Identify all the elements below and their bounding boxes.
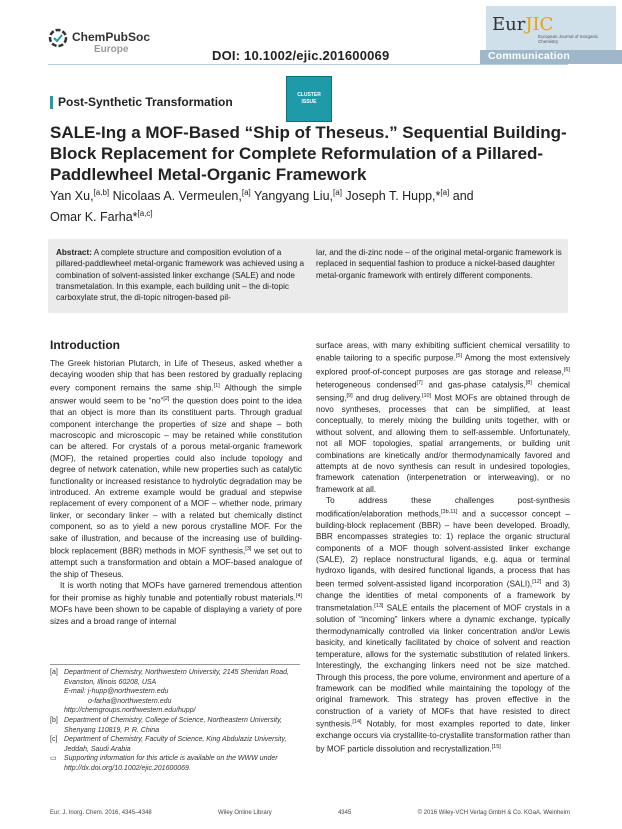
badge-line1: CLUSTER: [297, 92, 321, 98]
section-marker: [50, 96, 53, 109]
footer-citation: Eur. J. Inorg. Chem. 2016, 4345–4348: [50, 810, 152, 816]
footnote[interactable]: http://chemgroups.northwestern.edu/hupp/: [64, 707, 196, 715]
abstract-right: lar, and the di-zinc node – of the original metal-organic framework is replaced in sequential fashion to produce a nickel-based daughter metal-organic framework with entirely different components.: [316, 248, 562, 280]
article-title: SALE-Ing a MOF-Based “Ship of Theseus.” Sequential Building-Block Replacement for Complete Reformulation of a Pillared-Paddlewheel Metal-Organic Framework: [50, 123, 567, 184]
footnote: [c] Department of Chemistry, Faculty of Science, King Abdulaziz University, Jeddah, Saudi Arabia: [50, 736, 287, 753]
footnote[interactable]: ▭ Supporting information for this article is available on the WWW under http://dx.doi.org/10.1002/ejic.201600069.: [50, 755, 278, 772]
publisher-name: ChemPubSoc: [72, 30, 151, 44]
footnote: [a] Department of Chemistry, Northwestern University, 2145 Sheridan Road, Evanston, Illinois 60208, USA: [50, 669, 290, 686]
cluster-issue-badge: [286, 76, 332, 122]
footer-copyright: © 2016 Wiley-VCH Verlag GmbH & Co. KGaA, Weinheim: [417, 810, 570, 816]
footnote[interactable]: o-farha@northwestern.edu: [88, 697, 172, 705]
intro-heading: Introduction: [50, 338, 120, 352]
doi[interactable]: DOI: 10.1002/ejic.201600069: [212, 48, 390, 63]
author-list: Yan Xu,[a,b] Nicolaas A. Vermeulen,[a] Yangyang Liu,[a] Joseph T. Hupp,*[a] and Omar K. Farha*[a,c]: [50, 188, 474, 225]
footer-center: Wiley Online Library: [218, 810, 272, 816]
abstract-left: Abstract: A complete structure and composition evolution of a pillared-paddlewheel metal-organic framework was achieved using a combination of solvent-assisted linker exchange (SALE) and node transmetalation. In this example, each building unit – the di-topic carboxylate strut, the di-topic nitrogen-based pil-: [56, 248, 305, 303]
footnote: [b] Department of Chemistry, College of Science, Northeastern University, Shenyang 110819, P. R. China: [50, 716, 282, 734]
header-rule: [48, 64, 568, 65]
publisher-sub: Europe: [94, 44, 129, 55]
footer-page: 4345: [337, 810, 352, 816]
footnote-rule: [50, 664, 300, 665]
chempubsoc-logo-icon: [48, 28, 68, 48]
badge-line2: ISSUE: [301, 99, 317, 105]
journal-fullname: European Journal of Inorganic Chemistry: [538, 34, 599, 44]
page-footer: [50, 810, 570, 816]
footnote[interactable]: E-mail: j-hupp@northwestern.edu: [64, 688, 169, 696]
article-type: Communication: [488, 50, 570, 62]
affiliations: [50, 668, 305, 774]
body-column-right: surface areas, with many exhibiting sufficient chemical versatility to enable tailoring to a specific purpose.[5] Among the most extensively explored proof-of-concept purposes are gas storage and release,[6] heterogeneous condensed[7] and gas-phase catalysis,[8] chemical sensing,[9] and drug delivery.[10] Most MOFs are obtained through de novo syntheses, processes that can be simplified, at least conceptually, to merely mixing the building units together, with or without solvent, and allowing them to self-assemble. Unfortunately, not all MOF topologies, spatial arrangements, or building unit combinations are kinetically and/or thermodynamically favored and attempts at de novo synthesis can result in undesired topologies, framework catenation (interpenetration or interweaving), or no framework at all. To address these challenges post-synthesis modification/elaboration methods,[3b,11] and a successor concept – building-block replacement (BBR) – have been developed. Broadly, BBR encompasses strategies to: 1) replace the organic structural components of a MOF though solvent-assisted linker exchange (SALE), 2) replace nonstructural ligands, e.g. aqua or terminal hydroxo ligands, with desired functional ligands, a process that has been termed solvent-assisted ligand incorporation (SALI),[12] and 3) change the identities of metal components of a framework by transmetalation.[13] SALE entails the placement of MOF crystals in a solution of “incoming” linkers where a dynamic exchange, typically thermodynamically controlled via linker concentration and/or Lewis basicity, and kinetically facilitated by choice of solvent and reaction temperature, allows for the systematic substitution of related linkers. Interestingly, the exchanging linkers need not be size matched. Through this process, the pore volume, environment and aperture of a framework can be modified while maintaining the topology of the original framework. This strategy has proven effective in the construction of a variety of MOFs that have resisted to direct synthesis.[14] Notably, for most examples reported to date, linker exchange occurs via crystallite-to-crystallite transformation rather than by MOF particle dissolution and recrystallization.[15]: [316, 341, 571, 754]
body-column-left: The Greek historian Plutarch, in Life of Theseus, asked whether a decaying wooden ship that has been restored by gradually replacing every component remains the same ship.[1] Although the simple answer would seem to be “no”[2] the question does point to the idea that an object is more than its constituent parts. Through gradual component interchange the properties of size and shape – both macroscopic and microscopic – may be retained while constitution can be altered. For crystals of a porous metal-organic framework (MOF), the retained properties could also include topology and degree of network catenation, while new properties such as catalytic functionality or increased resistance to hydrolytic degradation may be introduced. An extreme example would be gradual and stepwise replacement of every component of a MOF – whether node, primary linker, or secondary linker – with a related but chemically distinct component, so as to yield a new porous crystalline MOF. For the sake of illustration, and because of the increasing use of building-block replacement (BBR) methods in MOF synthesis,[3] we set out to attempt such a transformation and obtain a MOF-based analogue of the ship of Theseus. It is worth noting that MOFs have garnered tremendous attention for their promise as highly tunable and potentially robust materials.[4] MOFs have been shown to be capable of displaying a variety of pore sizes and a broad range of internal: [50, 359, 302, 626]
section-label: Post-Synthetic Transformation: [58, 95, 233, 109]
journal-logo: EurJIC: [492, 14, 554, 35]
